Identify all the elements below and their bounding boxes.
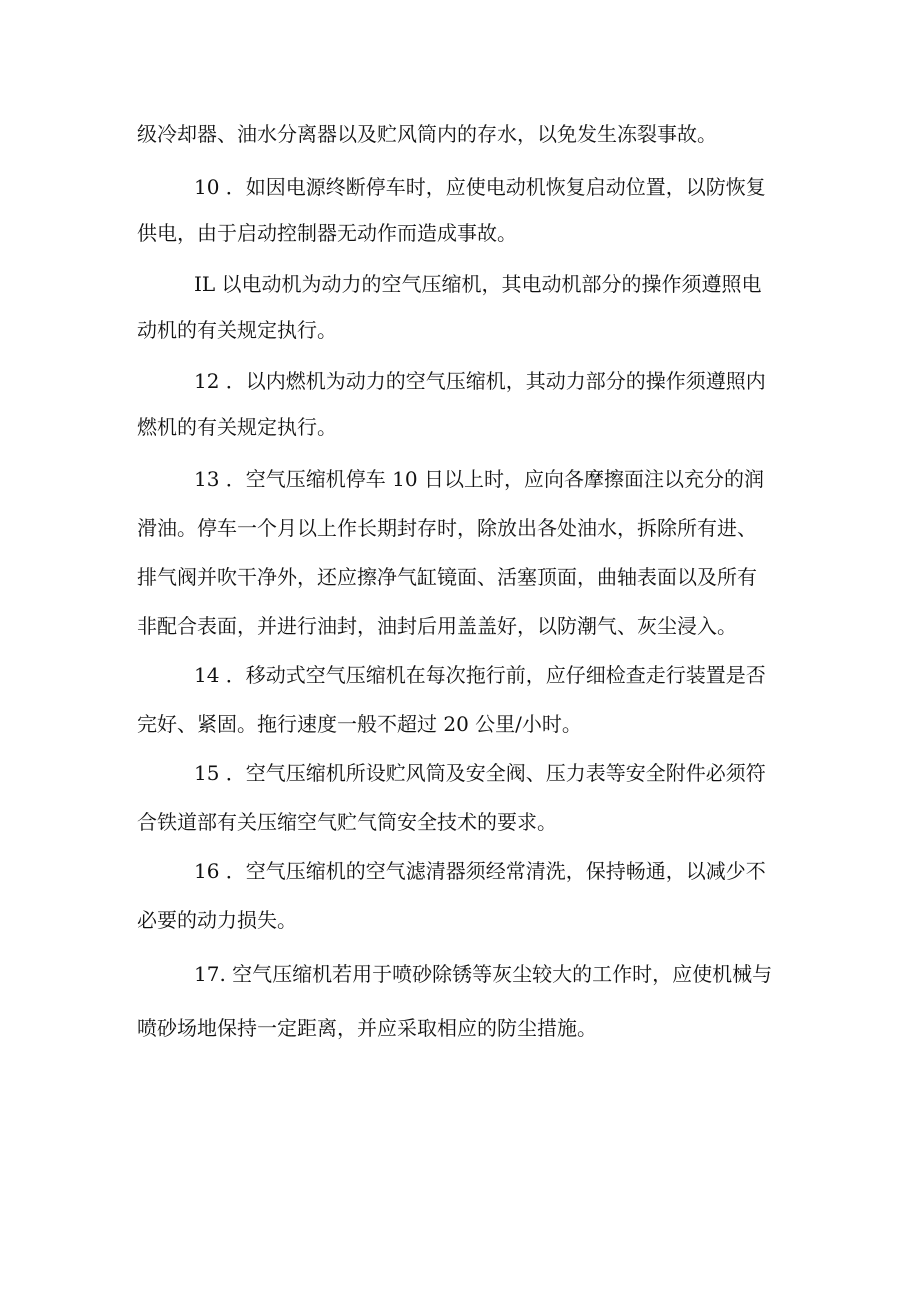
paragraph-11-line-2: 动机的有关规定执行。 xyxy=(137,318,337,342)
paragraph-16-line-1: 16 ．空气压缩机的空气滤清器须经常清洗，保持畅通，以减少不 xyxy=(194,859,766,883)
paragraph-15-line-2: 合铁道部有关压缩空气贮气筒安全技术的要求。 xyxy=(137,810,557,834)
paragraph-17-line-2: 喷砂场地保持一定距离，并应采取相应的防尘措施。 xyxy=(137,1016,597,1040)
paragraph-15-line-1: 15 ．空气压缩机所设贮风筒及安全阀、压力表等安全附件必须符 xyxy=(194,761,766,785)
paragraph-10-line-2: 供电，由于启动控制器无动作而造成事故。 xyxy=(137,221,517,245)
paragraph-10-line-1: 10 ．如因电源终断停车时，应使电动机恢复启动位置，以防恢复 xyxy=(194,175,766,199)
paragraph-13-line-4: 非配合表面，并进行油封，油封后用盖盖好，以防潮气、灰尘浸入。 xyxy=(137,614,737,638)
paragraph-13-line-3: 排气阀并吹干净外，还应擦净气缸镜面、活塞顶面，曲轴表面以及所有 xyxy=(137,565,757,589)
paragraph-14-line-1: 14 ．移动式空气压缩机在每次拖行前，应仔细检查走行装置是否 xyxy=(194,663,766,687)
paragraph-11-line-1: IL 以电动机为动力的空气压缩机，其电动机部分的操作须遵照电 xyxy=(194,272,762,296)
paragraph-14-line-2: 完好、紧固。拖行速度一般不超过 20 公里/小时。 xyxy=(137,712,582,736)
paragraph-17-line-1: 17. 空气压缩机若用于喷砂除锈等灰尘较大的工作时，应使机械与 xyxy=(194,962,773,986)
paragraph-13-line-2: 滑油。停车一个月以上作长期封存时，除放出各处油水，拆除所有进、 xyxy=(137,516,757,540)
paragraph-13-line-1: 13 ．空气压缩机停车 10 日以上时，应向各摩擦面注以充分的润 xyxy=(194,467,764,491)
paragraph-16-line-2: 必要的动力损失。 xyxy=(137,908,297,932)
paragraph-9-line-2: 级冷却器、油水分离器以及贮风筒内的存水，以免发生冻裂事故。 xyxy=(137,122,717,146)
paragraph-12-line-2: 燃机的有关规定执行。 xyxy=(137,415,337,439)
paragraph-12-line-1: 12 ．以内燃机为动力的空气压缩机，其动力部分的操作须遵照内 xyxy=(194,369,766,393)
